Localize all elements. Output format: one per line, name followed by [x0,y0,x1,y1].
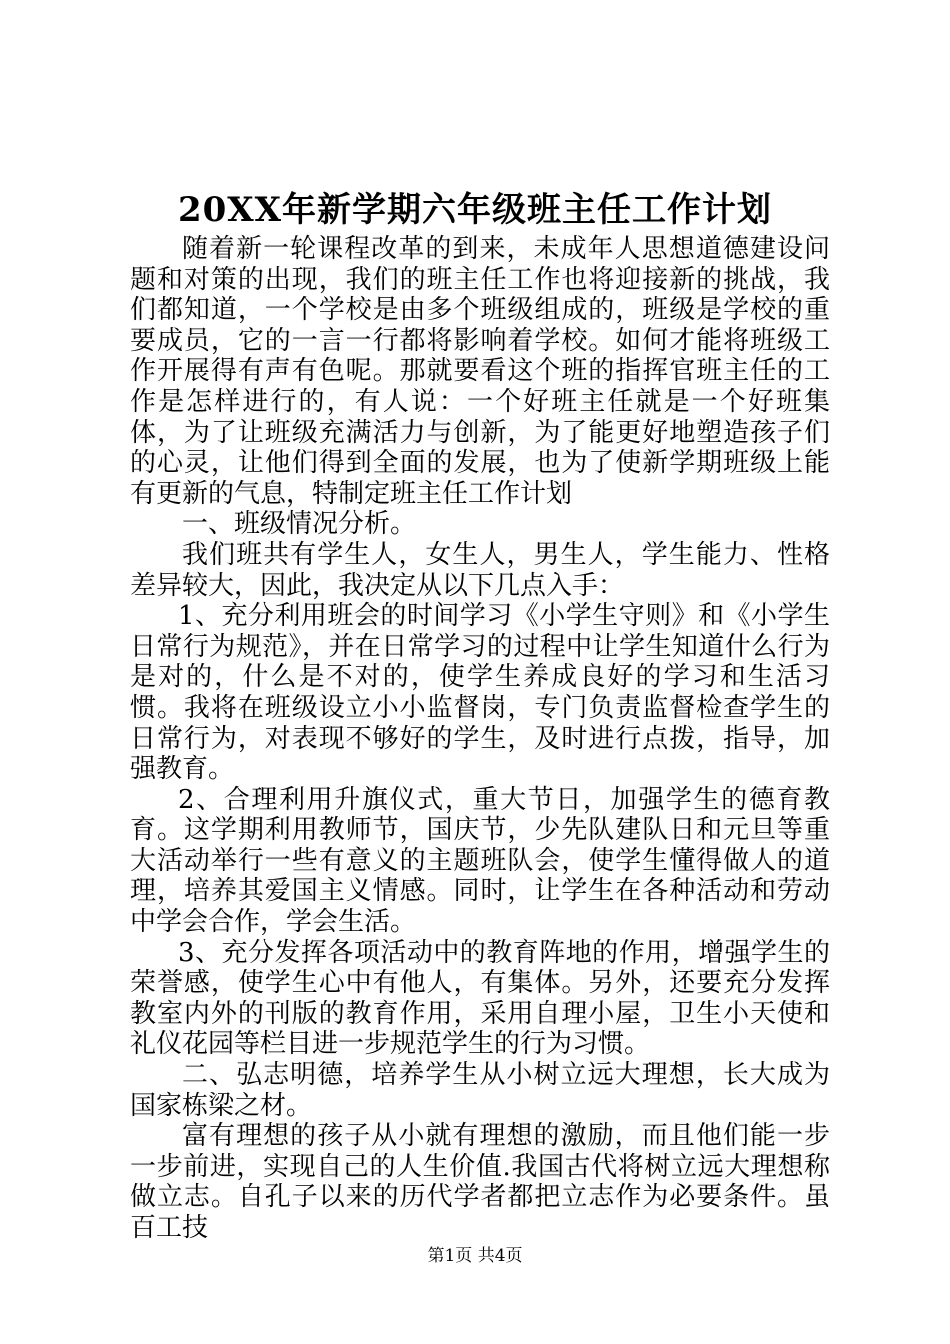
document-title: 20XX年新学期六年级班主任工作计划 [177,190,773,230]
list-item-1: 1、充分利用班会的时间学习《小学生守则》和《小学生日常行为规范》，并在日常学习的过程中让学生知道什么行为是对的，什么是不对的，使学生养成良好的学习和生活习惯。我将在班级设立小小监督岗，专门负责监督检查学生的日常行为，对表现不够好的学生，及时进行点拨，指导，加强教育。 [130,601,830,785]
paragraph-class-analysis: 我们班共有学生人，女生人，男生人，学生能力、性格差异较大，因此，我决定从以下几点入手： [130,539,830,601]
list-item-2: 2、合理利用升旗仪式，重大节日，加强学生的德育教育。这学期利用教师节，国庆节，少先队建队日和元旦等重大活动举行一些有意义的主题班队会，使学生懂得做人的道理，培养其爱国主义情感。同时，让学生在各种活动和劳动中学会合作，学会生活。 [130,784,830,938]
document-body [130,234,830,1244]
list-item-3: 3、充分发挥各项活动中的教育阵地的作用，增强学生的荣誉感，使学生心中有他人，有集体。另外，还要充分发挥教室内外的刊版的教育作用，采用自理小屋，卫生小天使和礼仪花园等栏目进一步规范学生的行为习惯。 [130,937,830,1060]
section-heading-1: 一、班级情况分析。 [182,509,417,540]
section-heading-2: 二、弘志明德，培养学生从小树立远大理想，长大成为国家栋梁之材。 [130,1060,830,1121]
paragraph-ideals: 富有理想的孩子从小就有理想的激励，而且他们能一步一步前进，实现自己的人生价值.我国古代将树立远大理想称做立志。自孔子以来的历代学者都把立志作为必要条件。虽百工技 [130,1121,830,1243]
page-number-footer: 第1页 共4页 [427,1246,523,1266]
paragraph-intro: 随着新一轮课程改革的到来，未成年人思想道德建设问题和对策的出现，我们的班主任工作也将迎接新的挑战，我们都知道，一个学校是由多个班级组成的，班级是学校的重要成员，它的一言一行都将影响着学校。如何才能将班级工作开展得有声有色呢。那就要看这个班的指挥官班主任的工作是怎样进行的，有人说：一个好班主任就是一个好班集体，为了让班级充满活力与创新，为了能更好地塑造孩子们的心灵，让他们得到全面的发展，也为了使新学期班级上能有更新的气息，特制定班主任工作计划 [130,234,830,509]
